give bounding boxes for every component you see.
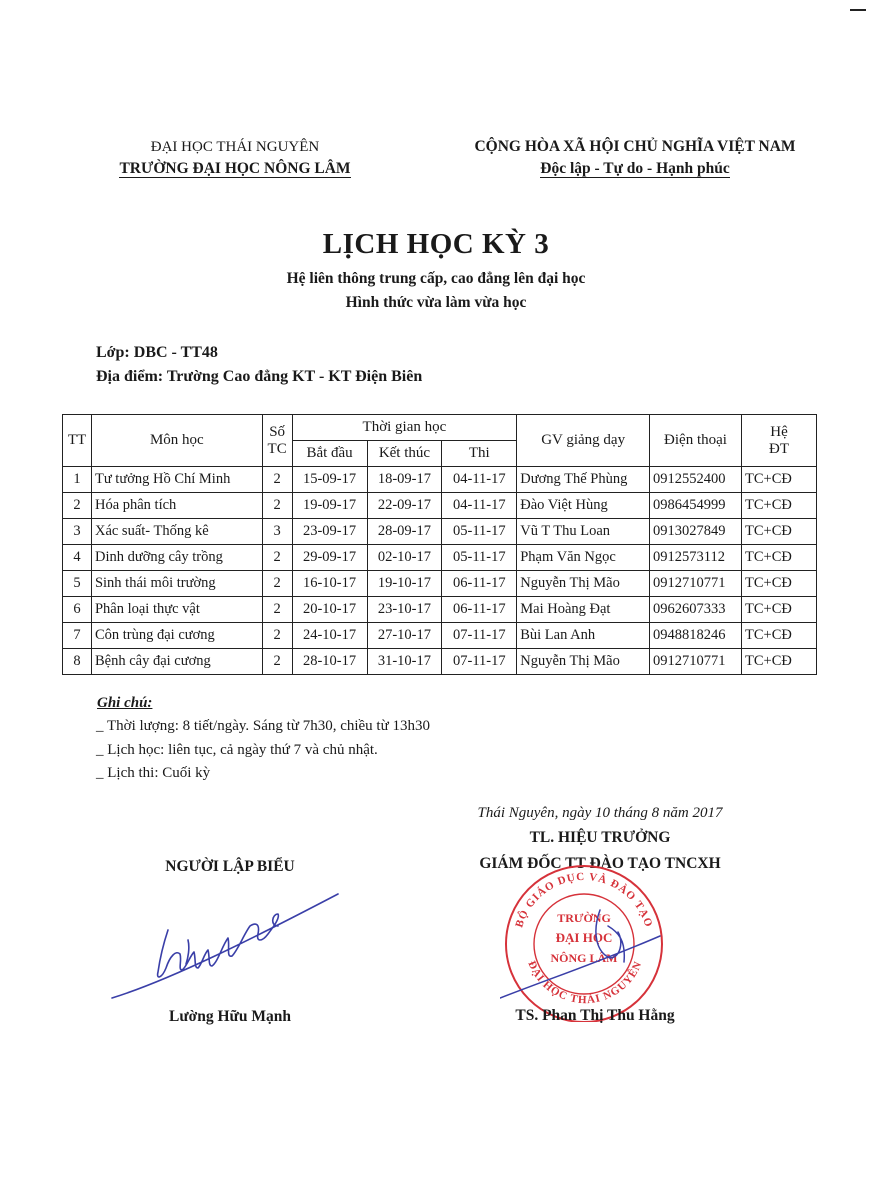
cell-exam: 06-11-17 — [442, 597, 517, 623]
cell-lecturer: Nguyễn Thị Mão — [517, 571, 650, 597]
handwritten-signature-left — [110, 880, 350, 1010]
cell-start: 20-10-17 — [292, 597, 367, 623]
table-row — [63, 623, 817, 649]
cell-system: TC+CĐ — [741, 571, 816, 597]
signer-left-title: NGƯỜI LẬP BIỂU — [165, 858, 295, 875]
schedule-table — [62, 414, 817, 675]
header-left — [70, 136, 400, 180]
cell-start: 19-09-17 — [292, 493, 367, 519]
cell-system: TC+CĐ — [741, 493, 816, 519]
cell-subject: Tư tưởng Hồ Chí Minh — [91, 467, 262, 493]
national-slogan: Độc lập - Tự do - Hạnh phúc — [540, 160, 730, 177]
cell-credits: 2 — [262, 545, 292, 571]
cell-system: TC+CĐ — [741, 623, 816, 649]
signer-right-title-2: GIÁM ĐỐC TT ĐÀO TẠO TNCXH — [479, 855, 721, 872]
table-row — [63, 519, 817, 545]
notes-title: Ghi chú: — [97, 695, 153, 711]
note-item: _ Lịch học: liên tục, cả ngày thứ 7 và chủ nhật. — [96, 742, 378, 758]
signer-right-title-1: TL. HIỆU TRƯỞNG — [529, 829, 671, 846]
cell-start: 24-10-17 — [292, 623, 367, 649]
signer-left-name: Lường Hữu Mạnh — [169, 1008, 291, 1025]
cell-credits: 2 — [262, 571, 292, 597]
cell-end: 27-10-17 — [367, 623, 442, 649]
cell-phone: 0913027849 — [650, 519, 742, 545]
cell-credits: 2 — [262, 597, 292, 623]
cell-credits: 3 — [262, 519, 292, 545]
signer-right-name: TS. Phan Thị Thu Hằng — [515, 1007, 675, 1024]
scan-corner-mark — [850, 9, 866, 11]
cell-exam: 04-11-17 — [442, 493, 517, 519]
cell-lecturer: Bùi Lan Anh — [517, 623, 650, 649]
cell-tt: 2 — [63, 493, 92, 519]
col-header-time-group: Thời gian học — [292, 415, 517, 441]
document-subtitle-2: Hình thức vừa làm vừa học — [345, 294, 527, 311]
cell-phone: 0962607333 — [650, 597, 742, 623]
cell-exam: 07-11-17 — [442, 623, 517, 649]
cell-system: TC+CĐ — [741, 597, 816, 623]
cell-exam: 04-11-17 — [442, 467, 517, 493]
cell-lecturer: Mai Hoàng Đạt — [517, 597, 650, 623]
col-header-subject: Môn học — [91, 415, 262, 467]
cell-system: TC+CĐ — [741, 519, 816, 545]
table-row — [63, 649, 817, 675]
col-header-exam: Thi — [442, 441, 517, 467]
cell-subject: Hóa phân tích — [91, 493, 262, 519]
table-row — [63, 467, 817, 493]
cell-tt: 8 — [63, 649, 92, 675]
cell-start: 29-09-17 — [292, 545, 367, 571]
national-motto: CỘNG HÒA XÃ HỘI CHỦ NGHĨA VIỆT NAM — [474, 138, 796, 155]
cell-credits: 2 — [262, 467, 292, 493]
col-header-end: Kết thúc — [367, 441, 442, 467]
cell-credits: 2 — [262, 623, 292, 649]
cell-phone: 0912552400 — [650, 467, 742, 493]
cell-system: TC+CĐ — [741, 649, 816, 675]
cell-tt: 1 — [63, 467, 92, 493]
note-item: _ Thời lượng: 8 tiết/ngày. Sáng từ 7h30, chiều từ 13h30 — [96, 718, 430, 734]
cell-tt: 7 — [63, 623, 92, 649]
cell-credits: 2 — [262, 649, 292, 675]
cell-phone: 0986454999 — [650, 493, 742, 519]
cell-start: 23-09-17 — [292, 519, 367, 545]
cell-exam: 06-11-17 — [442, 571, 517, 597]
cell-lecturer: Vũ T Thu Loan — [517, 519, 650, 545]
col-header-phone: Điện thoại — [650, 415, 742, 467]
cell-credits: 2 — [262, 493, 292, 519]
cell-tt: 3 — [63, 519, 92, 545]
cell-start: 16-10-17 — [292, 571, 367, 597]
document-title: LỊCH HỌC KỲ 3 — [322, 228, 550, 260]
location-line: Địa điểm: Trường Cao đẳng KT - KT Điện Biên — [96, 368, 423, 385]
cell-end: 31-10-17 — [367, 649, 442, 675]
official-seal — [500, 862, 670, 1022]
cell-exam: 05-11-17 — [442, 519, 517, 545]
table-row — [63, 597, 817, 623]
cell-phone: 0912710771 — [650, 649, 742, 675]
document-subtitle-1: Hệ liên thông trung cấp, cao đẳng lên đại học — [286, 270, 586, 287]
header-right — [440, 136, 830, 180]
cell-subject: Xác suất- Thống kê — [91, 519, 262, 545]
cell-start: 28-10-17 — [292, 649, 367, 675]
col-header-system: Hệ ĐT — [741, 415, 816, 467]
cell-tt: 4 — [63, 545, 92, 571]
cell-system: TC+CĐ — [741, 467, 816, 493]
col-header-start: Bắt đầu — [292, 441, 367, 467]
seal-bottom-text: ĐẠI HỌC THÁI NGUYÊN — [525, 959, 645, 1007]
cell-phone: 0912710771 — [650, 571, 742, 597]
cell-lecturer: Đào Việt Hùng — [517, 493, 650, 519]
cell-tt: 6 — [63, 597, 92, 623]
seal-outer-text: BỘ GIÁO DỤC VÀ ĐÀO TẠO — [513, 870, 655, 930]
cell-end: 23-10-17 — [367, 597, 442, 623]
col-header-lecturer: GV giảng dạy — [517, 415, 650, 467]
note-item: _ Lịch thi: Cuối kỳ — [96, 765, 211, 781]
cell-end: 28-09-17 — [367, 519, 442, 545]
cell-end: 18-09-17 — [367, 467, 442, 493]
cell-subject: Sinh thái môi trường — [91, 571, 262, 597]
cell-lecturer: Nguyễn Thị Mão — [517, 649, 650, 675]
school-name: TRƯỜNG ĐẠI HỌC NÔNG LÂM — [119, 160, 351, 177]
cell-exam: 05-11-17 — [442, 545, 517, 571]
table-row — [63, 545, 817, 571]
cell-tt: 5 — [63, 571, 92, 597]
place-date: Thái Nguyên, ngày 10 tháng 8 năm 2017 — [477, 805, 723, 821]
cell-subject: Dinh dưỡng cây trồng — [91, 545, 262, 571]
seal-center-line-1: TRƯỜNG — [557, 911, 611, 925]
cell-system: TC+CĐ — [741, 545, 816, 571]
cell-subject: Phân loại thực vật — [91, 597, 262, 623]
cell-end: 22-09-17 — [367, 493, 442, 519]
seal-center-line-3: NÔNG LÂM — [550, 951, 618, 965]
cell-phone: 0912573112 — [650, 545, 742, 571]
cell-subject: Bệnh cây đại cương — [91, 649, 262, 675]
table-row — [63, 493, 817, 519]
class-line: Lớp: DBC - TT48 — [96, 344, 218, 361]
cell-phone: 0948818246 — [650, 623, 742, 649]
table-row — [63, 571, 817, 597]
cell-lecturer: Dương Thế Phùng — [517, 467, 650, 493]
col-header-tt: TT — [63, 415, 92, 467]
university-name: ĐẠI HỌC THÁI NGUYÊN — [150, 139, 320, 155]
seal-center-line-2: ĐẠI HỌC — [555, 930, 613, 945]
cell-lecturer: Phạm Văn Ngọc — [517, 545, 650, 571]
cell-end: 19-10-17 — [367, 571, 442, 597]
cell-start: 15-09-17 — [292, 467, 367, 493]
col-header-credits: Số TC — [262, 415, 292, 467]
cell-exam: 07-11-17 — [442, 649, 517, 675]
cell-end: 02-10-17 — [367, 545, 442, 571]
cell-subject: Côn trùng đại cương — [91, 623, 262, 649]
